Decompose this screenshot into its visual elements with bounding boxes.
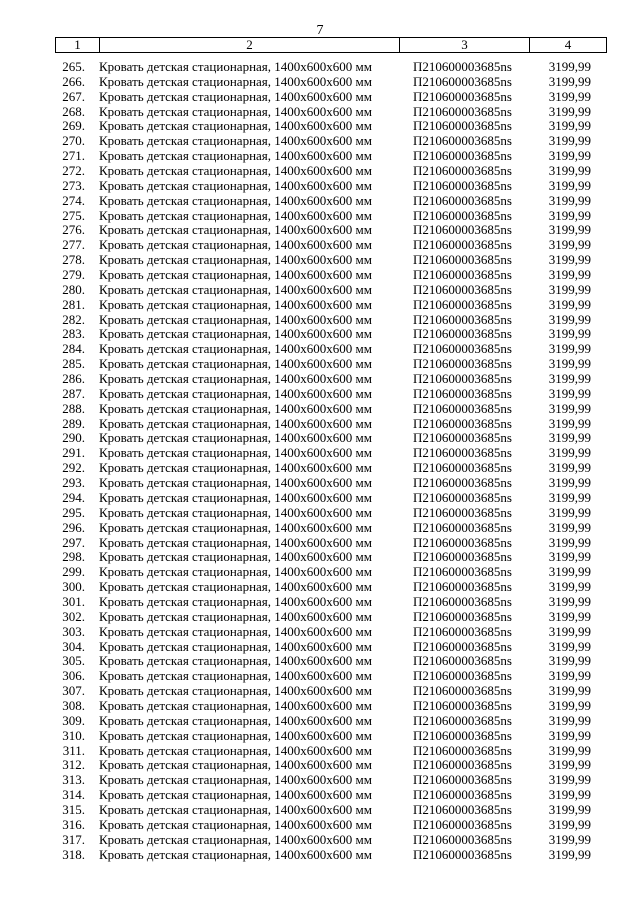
- row-number: 290.: [62, 430, 85, 446]
- item-price: 3199,99: [548, 593, 591, 609]
- table-row: [55, 283, 606, 298]
- item-name: Кровать детская стационарная, 1400x600x600 мм: [99, 192, 372, 208]
- item-code: П210600003685ns: [413, 816, 512, 832]
- item-code: П210600003685ns: [413, 88, 512, 104]
- item-code: П210600003685ns: [413, 356, 512, 372]
- item-code: П210600003685ns: [413, 281, 512, 297]
- item-price: 3199,99: [548, 445, 591, 461]
- table-row: [55, 758, 606, 773]
- item-name: Кровать детская стационарная, 1400x600x600 мм: [99, 133, 372, 149]
- item-name: Кровать детская стационарная, 1400x600x600 мм: [99, 281, 372, 297]
- item-name: Кровать детская стационарная, 1400x600x600 мм: [99, 237, 372, 253]
- item-code: П210600003685ns: [413, 653, 512, 669]
- row-number: 270.: [62, 133, 85, 149]
- table-row: [55, 179, 606, 194]
- table-body: [55, 60, 606, 862]
- item-code: П210600003685ns: [413, 742, 512, 758]
- table-row: [55, 773, 606, 788]
- item-name: Кровать детская стационарная, 1400x600x600 мм: [99, 549, 372, 565]
- item-name: Кровать детская стационарная, 1400x600x600 мм: [99, 742, 372, 758]
- item-name: Кровать детская стационарная, 1400x600x600 мм: [99, 475, 372, 491]
- item-price: 3199,99: [548, 267, 591, 283]
- item-code: П210600003685ns: [413, 148, 512, 164]
- table-row: [55, 298, 606, 313]
- item-name: Кровать детская стационарная, 1400x600x600 мм: [99, 564, 372, 580]
- item-name: Кровать детская стационарная, 1400x600x600 мм: [99, 801, 372, 817]
- item-price: 3199,99: [548, 222, 591, 238]
- table-row: [55, 342, 606, 357]
- row-number: 279.: [62, 267, 85, 283]
- item-price: 3199,99: [548, 356, 591, 372]
- item-code: П210600003685ns: [413, 296, 512, 312]
- item-code: П210600003685ns: [413, 341, 512, 357]
- item-price: 3199,99: [548, 801, 591, 817]
- row-number: 308.: [62, 697, 85, 713]
- item-code: П210600003685ns: [413, 237, 512, 253]
- item-name: Кровать детская стационарная, 1400x600x600 мм: [99, 311, 372, 327]
- table-row: [55, 164, 606, 179]
- item-price: 3199,99: [548, 415, 591, 431]
- table-row: [55, 387, 606, 402]
- table-row: [55, 506, 606, 521]
- row-number: 303.: [62, 623, 85, 639]
- row-number: 277.: [62, 237, 85, 253]
- item-name: Кровать детская стационарная, 1400x600x600 мм: [99, 148, 372, 164]
- item-name: Кровать детская стационарная, 1400x600x600 мм: [99, 326, 372, 342]
- table-row: [55, 105, 606, 120]
- item-price: 3199,99: [548, 207, 591, 223]
- item-price: 3199,99: [548, 638, 591, 654]
- row-number: 276.: [62, 222, 85, 238]
- item-price: 3199,99: [548, 831, 591, 847]
- row-number: 311.: [62, 742, 85, 758]
- column-header-1: 1: [56, 38, 100, 53]
- item-code: П210600003685ns: [413, 519, 512, 535]
- item-price: 3199,99: [548, 757, 591, 773]
- item-name: Кровать детская стационарная, 1400x600x600 мм: [99, 846, 372, 862]
- item-name: Кровать детская стационарная, 1400x600x600 мм: [99, 341, 372, 357]
- item-price: 3199,99: [548, 177, 591, 193]
- item-price: 3199,99: [548, 727, 591, 743]
- item-name: Кровать детская стационарная, 1400x600x600 мм: [99, 222, 372, 238]
- item-name: Кровать детская стационарная, 1400x600x600 мм: [99, 73, 372, 89]
- item-name: Кровать детская стационарная, 1400x600x600 мм: [99, 59, 372, 74]
- item-code: П210600003685ns: [413, 371, 512, 387]
- table-row: [55, 595, 606, 610]
- table-row: [55, 223, 606, 238]
- item-price: 3199,99: [548, 549, 591, 565]
- item-name: Кровать детская стационарная, 1400x600x600 мм: [99, 727, 372, 743]
- table-row: [55, 60, 606, 75]
- table-row: [55, 729, 606, 744]
- table-row: [55, 818, 606, 833]
- item-code: П210600003685ns: [413, 549, 512, 565]
- item-price: 3199,99: [548, 504, 591, 520]
- row-number: 271.: [62, 148, 85, 164]
- row-number: 316.: [62, 816, 85, 832]
- item-price: 3199,99: [548, 281, 591, 297]
- item-name: Кровать детская стационарная, 1400x600x600 мм: [99, 608, 372, 624]
- item-code: П210600003685ns: [413, 430, 512, 446]
- table-row: [55, 610, 606, 625]
- row-number: 288.: [62, 400, 85, 416]
- item-price: 3199,99: [548, 192, 591, 208]
- item-price: 3199,99: [548, 623, 591, 639]
- item-name: Кровать детская стационарная, 1400x600x600 мм: [99, 430, 372, 446]
- row-number: 300.: [62, 579, 85, 595]
- item-name: Кровать детская стационарная, 1400x600x600 мм: [99, 207, 372, 223]
- table-row: [55, 521, 606, 536]
- item-code: П210600003685ns: [413, 801, 512, 817]
- row-number: 297.: [62, 534, 85, 550]
- table-row: [55, 357, 606, 372]
- item-price: 3199,99: [548, 475, 591, 491]
- item-name: Кровать детская стационарная, 1400x600x600 мм: [99, 296, 372, 312]
- item-name: Кровать детская стационарная, 1400x600x600 мм: [99, 103, 372, 119]
- item-price: 3199,99: [548, 148, 591, 164]
- item-code: П210600003685ns: [413, 73, 512, 89]
- item-code: П210600003685ns: [413, 311, 512, 327]
- row-number: 313.: [62, 772, 85, 788]
- item-name: Кровать детская стационарная, 1400x600x600 мм: [99, 831, 372, 847]
- row-number: 296.: [62, 519, 85, 535]
- table-row: [55, 625, 606, 640]
- item-code: П210600003685ns: [413, 534, 512, 550]
- item-price: 3199,99: [548, 712, 591, 728]
- row-number: 284.: [62, 341, 85, 357]
- item-code: П210600003685ns: [413, 787, 512, 803]
- item-code: П210600003685ns: [413, 504, 512, 520]
- row-number: 292.: [62, 460, 85, 476]
- row-number: 295.: [62, 504, 85, 520]
- item-code: П210600003685ns: [413, 579, 512, 595]
- item-code: П210600003685ns: [413, 831, 512, 847]
- item-price: 3199,99: [548, 237, 591, 253]
- item-name: Кровать детская стационарная, 1400x600x600 мм: [99, 371, 372, 387]
- item-code: П210600003685ns: [413, 163, 512, 179]
- item-name: Кровать детская стационарная, 1400x600x600 мм: [99, 163, 372, 179]
- table-row: [55, 313, 606, 328]
- row-number: 274.: [62, 192, 85, 208]
- item-name: Кровать детская стационарная, 1400x600x600 мм: [99, 267, 372, 283]
- item-name: Кровать детская стационарная, 1400x600x600 мм: [99, 668, 372, 684]
- item-price: 3199,99: [548, 103, 591, 119]
- item-name: Кровать детская стационарная, 1400x600x600 мм: [99, 653, 372, 669]
- item-name: Кровать детская стационарная, 1400x600x600 мм: [99, 118, 372, 134]
- item-name: Кровать детская стационарная, 1400x600x600 мм: [99, 816, 372, 832]
- item-code: П210600003685ns: [413, 593, 512, 609]
- row-number: 266.: [62, 73, 85, 89]
- column-header-3: 3: [400, 38, 530, 53]
- row-number: 293.: [62, 475, 85, 491]
- table-row: [55, 669, 606, 684]
- table-row: [55, 788, 606, 803]
- item-name: Кровать детская стационарная, 1400x600x600 мм: [99, 252, 372, 268]
- item-price: 3199,99: [548, 118, 591, 134]
- row-number: 289.: [62, 415, 85, 431]
- item-name: Кровать детская стационарная, 1400x600x600 мм: [99, 504, 372, 520]
- item-code: П210600003685ns: [413, 103, 512, 119]
- item-code: П210600003685ns: [413, 460, 512, 476]
- row-number: 318.: [62, 846, 85, 862]
- item-price: 3199,99: [548, 772, 591, 788]
- item-price: 3199,99: [548, 296, 591, 312]
- column-header-2: 2: [100, 38, 400, 53]
- row-number: 306.: [62, 668, 85, 684]
- row-number: 287.: [62, 385, 85, 401]
- row-number: 283.: [62, 326, 85, 342]
- item-price: 3199,99: [548, 88, 591, 104]
- row-number: 269.: [62, 118, 85, 134]
- item-name: Кровать детская стационарная, 1400x600x600 мм: [99, 356, 372, 372]
- item-price: 3199,99: [548, 697, 591, 713]
- item-code: П210600003685ns: [413, 267, 512, 283]
- table-row: [55, 327, 606, 342]
- item-price: 3199,99: [548, 460, 591, 476]
- item-name: Кровать детская стационарная, 1400x600x600 мм: [99, 415, 372, 431]
- item-code: П210600003685ns: [413, 177, 512, 193]
- row-number: 298.: [62, 549, 85, 565]
- item-name: Кровать детская стационарная, 1400x600x600 мм: [99, 697, 372, 713]
- item-price: 3199,99: [548, 653, 591, 669]
- row-number: 281.: [62, 296, 85, 312]
- item-price: 3199,99: [548, 430, 591, 446]
- table-row: [55, 744, 606, 759]
- table-row: [55, 684, 606, 699]
- item-price: 3199,99: [548, 400, 591, 416]
- row-number: 301.: [62, 593, 85, 609]
- item-name: Кровать детская стационарная, 1400x600x600 мм: [99, 534, 372, 550]
- table-row: [55, 268, 606, 283]
- column-header-row: [55, 37, 607, 53]
- table-row: [55, 238, 606, 253]
- row-number: 314.: [62, 787, 85, 803]
- item-name: Кровать детская стационарная, 1400x600x600 мм: [99, 445, 372, 461]
- item-code: П210600003685ns: [413, 252, 512, 268]
- item-name: Кровать детская стационарная, 1400x600x600 мм: [99, 638, 372, 654]
- item-price: 3199,99: [548, 73, 591, 89]
- table-row: [55, 119, 606, 134]
- item-code: П210600003685ns: [413, 846, 512, 862]
- item-name: Кровать детская стационарная, 1400x600x600 мм: [99, 400, 372, 416]
- item-code: П210600003685ns: [413, 326, 512, 342]
- table-row: [55, 654, 606, 669]
- table-row: [55, 402, 606, 417]
- table-row: [55, 803, 606, 818]
- row-number: 317.: [62, 831, 85, 847]
- item-price: 3199,99: [548, 519, 591, 535]
- item-price: 3199,99: [548, 846, 591, 862]
- row-number: 267.: [62, 88, 85, 104]
- item-code: П210600003685ns: [413, 608, 512, 624]
- row-number: 315.: [62, 801, 85, 817]
- item-name: Кровать детская стационарная, 1400x600x600 мм: [99, 712, 372, 728]
- item-code: П210600003685ns: [413, 192, 512, 208]
- table-row: [55, 580, 606, 595]
- item-name: Кровать детская стационарная, 1400x600x600 мм: [99, 579, 372, 595]
- table-row: [55, 372, 606, 387]
- item-code: П210600003685ns: [413, 415, 512, 431]
- item-price: 3199,99: [548, 163, 591, 179]
- item-code: П210600003685ns: [413, 638, 512, 654]
- table-row: [55, 253, 606, 268]
- row-number: 285.: [62, 356, 85, 372]
- item-code: П210600003685ns: [413, 400, 512, 416]
- item-name: Кровать детская стационарная, 1400x600x600 мм: [99, 177, 372, 193]
- table-row: [55, 536, 606, 551]
- item-price: 3199,99: [548, 668, 591, 684]
- item-price: 3199,99: [548, 742, 591, 758]
- item-price: 3199,99: [548, 787, 591, 803]
- item-code: П210600003685ns: [413, 668, 512, 684]
- item-name: Кровать детская стационарная, 1400x600x600 мм: [99, 757, 372, 773]
- table-row: [55, 550, 606, 565]
- row-number: 294.: [62, 489, 85, 505]
- item-price: 3199,99: [548, 489, 591, 505]
- item-price: 3199,99: [548, 564, 591, 580]
- item-code: П210600003685ns: [413, 623, 512, 639]
- item-code: П210600003685ns: [413, 385, 512, 401]
- row-number: 265.: [62, 59, 85, 74]
- table-row: [55, 640, 606, 655]
- item-code: П210600003685ns: [413, 445, 512, 461]
- table-row: [55, 491, 606, 506]
- item-code: П210600003685ns: [413, 712, 512, 728]
- item-price: 3199,99: [548, 385, 591, 401]
- row-number: 302.: [62, 608, 85, 624]
- row-number: 273.: [62, 177, 85, 193]
- row-number: 291.: [62, 445, 85, 461]
- item-code: П210600003685ns: [413, 133, 512, 149]
- row-number: 299.: [62, 564, 85, 580]
- table-row: [55, 848, 606, 863]
- item-name: Кровать детская стационарная, 1400x600x600 мм: [99, 623, 372, 639]
- row-number: 286.: [62, 371, 85, 387]
- row-number: 272.: [62, 163, 85, 179]
- table-row: [55, 565, 606, 580]
- table-row: [55, 476, 606, 491]
- item-code: П210600003685ns: [413, 489, 512, 505]
- item-price: 3199,99: [548, 252, 591, 268]
- row-number: 275.: [62, 207, 85, 223]
- table-row: [55, 134, 606, 149]
- item-name: Кровать детская стационарная, 1400x600x600 мм: [99, 460, 372, 476]
- item-price: 3199,99: [548, 311, 591, 327]
- row-number: 307.: [62, 683, 85, 699]
- item-code: П210600003685ns: [413, 564, 512, 580]
- item-name: Кровать детская стационарная, 1400x600x600 мм: [99, 772, 372, 788]
- column-header-4: 4: [530, 38, 607, 53]
- item-price: 3199,99: [548, 371, 591, 387]
- item-price: 3199,99: [548, 579, 591, 595]
- row-number: 282.: [62, 311, 85, 327]
- table-row: [55, 699, 606, 714]
- item-name: Кровать детская стационарная, 1400x600x600 мм: [99, 489, 372, 505]
- item-code: П210600003685ns: [413, 475, 512, 491]
- item-code: П210600003685ns: [413, 697, 512, 713]
- item-price: 3199,99: [548, 341, 591, 357]
- page-number: 7: [316, 23, 324, 38]
- row-number: 268.: [62, 103, 85, 119]
- item-name: Кровать детская стационарная, 1400x600x600 мм: [99, 683, 372, 699]
- item-code: П210600003685ns: [413, 757, 512, 773]
- item-price: 3199,99: [548, 683, 591, 699]
- item-price: 3199,99: [548, 59, 591, 74]
- table-row: [55, 90, 606, 105]
- table-row: [55, 75, 606, 90]
- item-code: П210600003685ns: [413, 207, 512, 223]
- row-number: 310.: [62, 727, 85, 743]
- item-code: П210600003685ns: [413, 59, 512, 74]
- row-number: 280.: [62, 281, 85, 297]
- item-name: Кровать детская стационарная, 1400x600x600 мм: [99, 385, 372, 401]
- item-name: Кровать детская стационарная, 1400x600x600 мм: [99, 88, 372, 104]
- item-name: Кровать детская стационарная, 1400x600x600 мм: [99, 787, 372, 803]
- table-row: [55, 714, 606, 729]
- table-row: [55, 833, 606, 848]
- table-row: [55, 431, 606, 446]
- row-number: 278.: [62, 252, 85, 268]
- item-code: П210600003685ns: [413, 222, 512, 238]
- item-code: П210600003685ns: [413, 727, 512, 743]
- row-number: 312.: [62, 757, 85, 773]
- row-number: 309.: [62, 712, 85, 728]
- table-row: [55, 149, 606, 164]
- table-row: [55, 417, 606, 432]
- item-name: Кровать детская стационарная, 1400x600x600 мм: [99, 593, 372, 609]
- table-row: [55, 194, 606, 209]
- item-price: 3199,99: [548, 608, 591, 624]
- item-code: П210600003685ns: [413, 683, 512, 699]
- table-row: [55, 461, 606, 476]
- table-row: [55, 446, 606, 461]
- item-name: Кровать детская стационарная, 1400x600x600 мм: [99, 519, 372, 535]
- item-price: 3199,99: [548, 133, 591, 149]
- item-code: П210600003685ns: [413, 772, 512, 788]
- table-row: [55, 209, 606, 224]
- item-code: П210600003685ns: [413, 118, 512, 134]
- row-number: 304.: [62, 638, 85, 654]
- row-number: 305.: [62, 653, 85, 669]
- item-price: 3199,99: [548, 326, 591, 342]
- item-price: 3199,99: [548, 816, 591, 832]
- item-price: 3199,99: [548, 534, 591, 550]
